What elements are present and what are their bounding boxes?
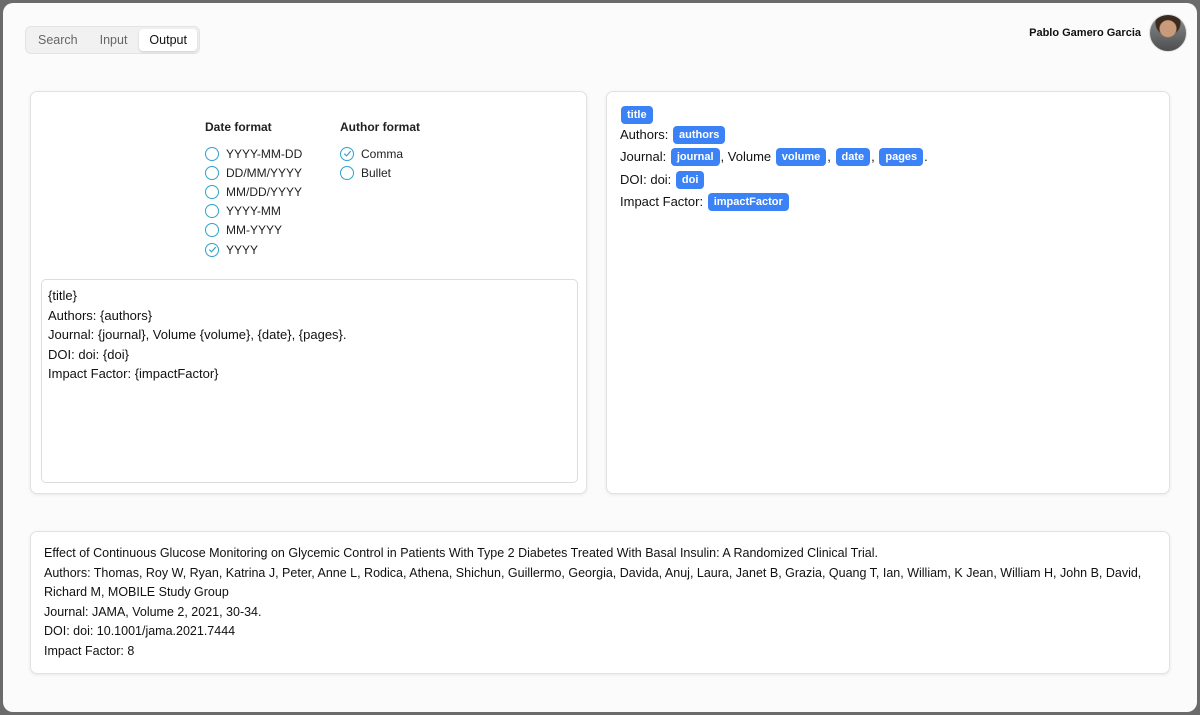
radio-unchecked-icon[interactable] bbox=[340, 166, 354, 180]
template-preview bbox=[620, 106, 928, 213]
avatar[interactable] bbox=[1149, 14, 1187, 52]
app-window bbox=[3, 3, 1197, 712]
citation-doi: DOI: doi: 10.1001/jama.2021.7444 bbox=[44, 624, 236, 638]
date-format-option-label: DD/MM/YYYY bbox=[226, 165, 303, 180]
citation-title: Effect of Continuous Glucose Monitoring on Glycemic Control in Patients With Type 2 Diabetes Treated With Basal Insulin: A Randomized Clinical Trial. bbox=[44, 546, 878, 560]
citation-authors: Authors: Thomas, Roy W, Ryan, Katrina J, Peter, Anne L, Rodica, Athena, Shichun, Guillermo, Georgia, Davida, Anuj, Laura, Janet B, Grazia, Quang T, Ian, William, K Jean, William H, John B, David, Richard M, MOBILE Study Group bbox=[44, 565, 1142, 599]
date-format-option-label: YYYY-MM-DD bbox=[226, 146, 303, 161]
formatted-output-card bbox=[30, 531, 1170, 674]
date-format-option-label: YYYY-MM bbox=[226, 204, 281, 219]
user-name: Pablo Gamero Garcia bbox=[1029, 27, 1141, 39]
citation-journal: Journal: JAMA, Volume 2, 2021, 30-34. bbox=[44, 604, 262, 619]
date-format-option[interactable] bbox=[205, 144, 302, 163]
tab-bar bbox=[25, 26, 200, 54]
tab-output[interactable]: Output bbox=[139, 29, 197, 51]
authors-token: authors bbox=[673, 126, 725, 144]
journal-token: journal bbox=[671, 148, 720, 166]
author-format-option[interactable] bbox=[340, 144, 420, 163]
impact-label: Impact Factor: bbox=[620, 193, 707, 209]
radio-unchecked-icon[interactable] bbox=[205, 147, 219, 161]
author-format-title: Author format bbox=[340, 120, 420, 134]
date-format-option[interactable] bbox=[205, 182, 302, 201]
tab-input[interactable]: Input bbox=[99, 33, 128, 47]
author-format-option-label: Bullet bbox=[361, 165, 392, 180]
date-format-option[interactable] bbox=[205, 202, 302, 221]
radio-unchecked-icon[interactable] bbox=[205, 223, 219, 237]
date-format-option[interactable] bbox=[205, 221, 302, 240]
pages-token: pages bbox=[879, 148, 923, 166]
doi-token: doi bbox=[676, 171, 705, 189]
authors-label: Authors: bbox=[620, 127, 673, 142]
author-format-option-label: Comma bbox=[361, 146, 404, 161]
author-format-group bbox=[340, 120, 420, 182]
date-format-option[interactable] bbox=[205, 240, 302, 259]
volume-label: , Volume bbox=[720, 149, 775, 165]
end-period: . bbox=[924, 149, 928, 165]
tab-search[interactable]: Search bbox=[38, 33, 78, 47]
journal-label: Journal: bbox=[620, 149, 670, 165]
author-format-option[interactable] bbox=[340, 163, 420, 182]
radio-unchecked-icon[interactable] bbox=[205, 166, 219, 180]
radio-checked-icon[interactable] bbox=[340, 147, 354, 161]
date-token: date bbox=[836, 148, 871, 166]
date-format-option-label: YYYY bbox=[226, 242, 259, 257]
date-format-title: Date format bbox=[205, 120, 272, 134]
radio-unchecked-icon[interactable] bbox=[205, 204, 219, 218]
impact-factor-token: impactFactor bbox=[708, 193, 789, 211]
separator: , bbox=[871, 149, 879, 165]
doi-label: DOI: doi: bbox=[620, 171, 675, 187]
title-token: title bbox=[621, 106, 653, 124]
template-preview-card bbox=[606, 91, 1170, 494]
date-format-option-label: MM-YYYY bbox=[226, 223, 283, 238]
citation-impact-factor: Impact Factor: 8 bbox=[44, 643, 135, 658]
separator: , bbox=[827, 149, 835, 165]
volume-token: volume bbox=[776, 148, 827, 166]
date-format-option[interactable] bbox=[205, 163, 302, 182]
date-format-option-label: MM/DD/YYYY bbox=[226, 184, 303, 199]
format-settings-card bbox=[30, 91, 587, 494]
user-menu[interactable] bbox=[1029, 14, 1187, 52]
formatted-citation bbox=[44, 544, 1154, 661]
date-format-group bbox=[205, 120, 302, 259]
radio-checked-icon[interactable] bbox=[205, 243, 219, 257]
template-editor[interactable] bbox=[41, 279, 578, 483]
radio-unchecked-icon[interactable] bbox=[205, 185, 219, 199]
